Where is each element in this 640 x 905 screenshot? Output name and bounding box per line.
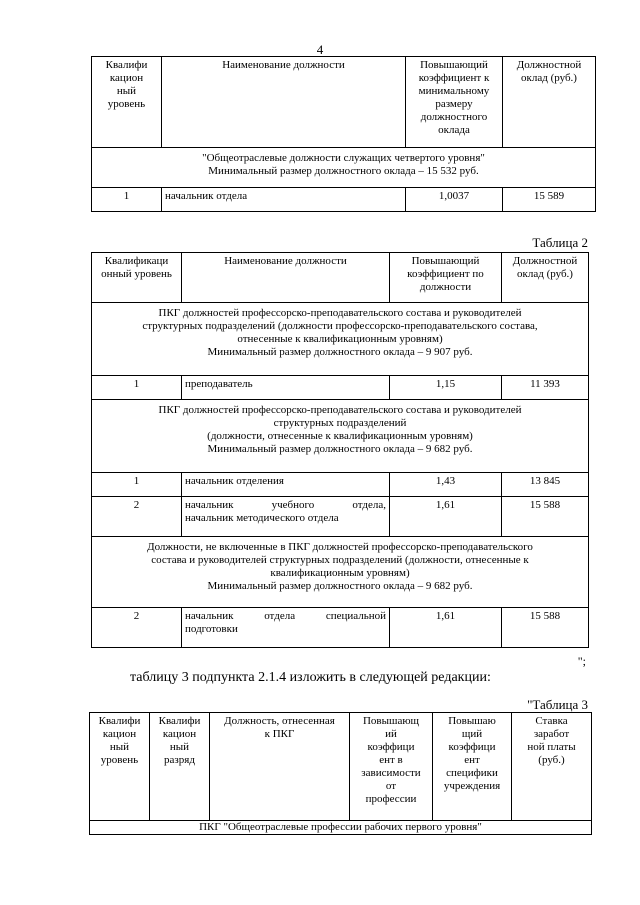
table-1-header-position: Наименование должности <box>162 57 406 148</box>
level-cell: 1 <box>92 473 182 497</box>
table-row <box>92 376 589 400</box>
table-2-caption: Таблица 2 <box>532 235 588 250</box>
coef-cell: 1,61 <box>390 608 502 648</box>
table-1-section-title: "Общеотраслевые должности служащих четвертого уровня" Минимальный размер должностного оклада – 15 532 руб. <box>92 148 596 188</box>
level-cell: 2 <box>92 497 182 537</box>
table-2-header-row <box>92 253 589 303</box>
closing-quote-mark: "; <box>577 654 586 668</box>
table-3-header-row <box>90 713 592 821</box>
table-2-header-coef: Повышающий коэффициент по должности <box>390 253 502 303</box>
table-2-section-1-title: ПКГ должностей профессорско-преподавательского состава и руководителей структурных подразделений (должности профессорско-преподавательского состава, отнесенные к квалификационным уровням) Минимальный размер должностного оклада – 9 907 руб. <box>92 303 589 376</box>
table-1-header-coef: Повышающий коэффициент к минимальному размеру должностного оклада <box>406 57 503 148</box>
coef-cell: 1,43 <box>390 473 502 497</box>
table-1-header-salary: Должностной оклад (руб.) <box>503 57 596 148</box>
table-3-header-position: Должность, отнесенная к ПКГ <box>210 713 350 821</box>
salary-cell: 15 589 <box>503 188 596 212</box>
table-2-section-3-title: Должности, не включенные в ПКГ должностей профессорско-преподавательского состава и руководителей структурных подразделений (должности, отнесенные к квалификационным уровням) Минимальный размер должностного оклада – 9 682 руб. <box>92 537 589 608</box>
table-1-header-row <box>92 57 596 148</box>
table-2 <box>91 252 589 648</box>
table-row <box>92 497 589 537</box>
level-cell: 2 <box>92 608 182 648</box>
coef-cell: 1,0037 <box>406 188 503 212</box>
salary-cell: 15 588 <box>502 608 589 648</box>
table-row <box>92 608 589 648</box>
coef-cell: 1,15 <box>390 376 502 400</box>
table-2-header-position: Наименование должности <box>182 253 390 303</box>
table-row <box>92 473 589 497</box>
table-1-section-row <box>92 148 596 188</box>
table-3-caption: "Таблица 3 <box>527 697 588 712</box>
level-cell: 1 <box>92 376 182 400</box>
table-3-header-profession-coef: Повышающ ий коэффици ент в зависимости от профессии <box>350 713 433 821</box>
page-number: 4 <box>316 42 324 57</box>
coef-cell: 1,61 <box>390 497 502 537</box>
position-cell: преподаватель <box>182 376 390 400</box>
position-cell: начальник учебного отдела, начальник методического отдела <box>182 497 390 537</box>
table-2-section-row <box>92 537 589 608</box>
table-3-header-level: Квалифи кацион ный уровень <box>90 713 150 821</box>
table-2-header-salary: Должностной оклад (руб.) <box>502 253 589 303</box>
position-cell: начальник отдела <box>162 188 406 212</box>
table-row <box>92 188 596 212</box>
table-2-section-2-title: ПКГ должностей профессорско-преподавательского состава и руководителей структурных подразделений (должности, отнесенные к квалификационным уровням) Минимальный размер должностного оклада – 9 682 руб. <box>92 400 589 473</box>
salary-cell: 15 588 <box>502 497 589 537</box>
table-3-header-grade: Квалифи кацион ный разряд <box>150 713 210 821</box>
table-3-header-wage-rate: Ставка заработ ной платы (руб.) <box>512 713 592 821</box>
table-1-header-level: Квалифи кацион ный уровень <box>92 57 162 148</box>
table-3-section-row <box>90 821 592 835</box>
position-cell: начальник отдела специальной подготовки <box>182 608 390 648</box>
table-2-header-level: Квалификаци онный уровень <box>92 253 182 303</box>
position-cell: начальник отделения <box>182 473 390 497</box>
table-2-section-row <box>92 400 589 473</box>
salary-cell: 13 845 <box>502 473 589 497</box>
table-2-section-row <box>92 303 589 376</box>
table-3-section-title: ПКГ "Общеотраслевые профессии рабочих первого уровня" <box>90 821 592 835</box>
table-3-header-institution-coef: Повышаю щий коэффици ент специфики учреждения <box>433 713 512 821</box>
level-cell: 1 <box>92 188 162 212</box>
salary-cell: 11 393 <box>502 376 589 400</box>
table-3 <box>89 712 592 835</box>
table-1 <box>91 56 596 212</box>
instruction-paragraph: таблицу 3 подпункта 2.1.4 изложить в следующей редакции: <box>130 670 491 685</box>
